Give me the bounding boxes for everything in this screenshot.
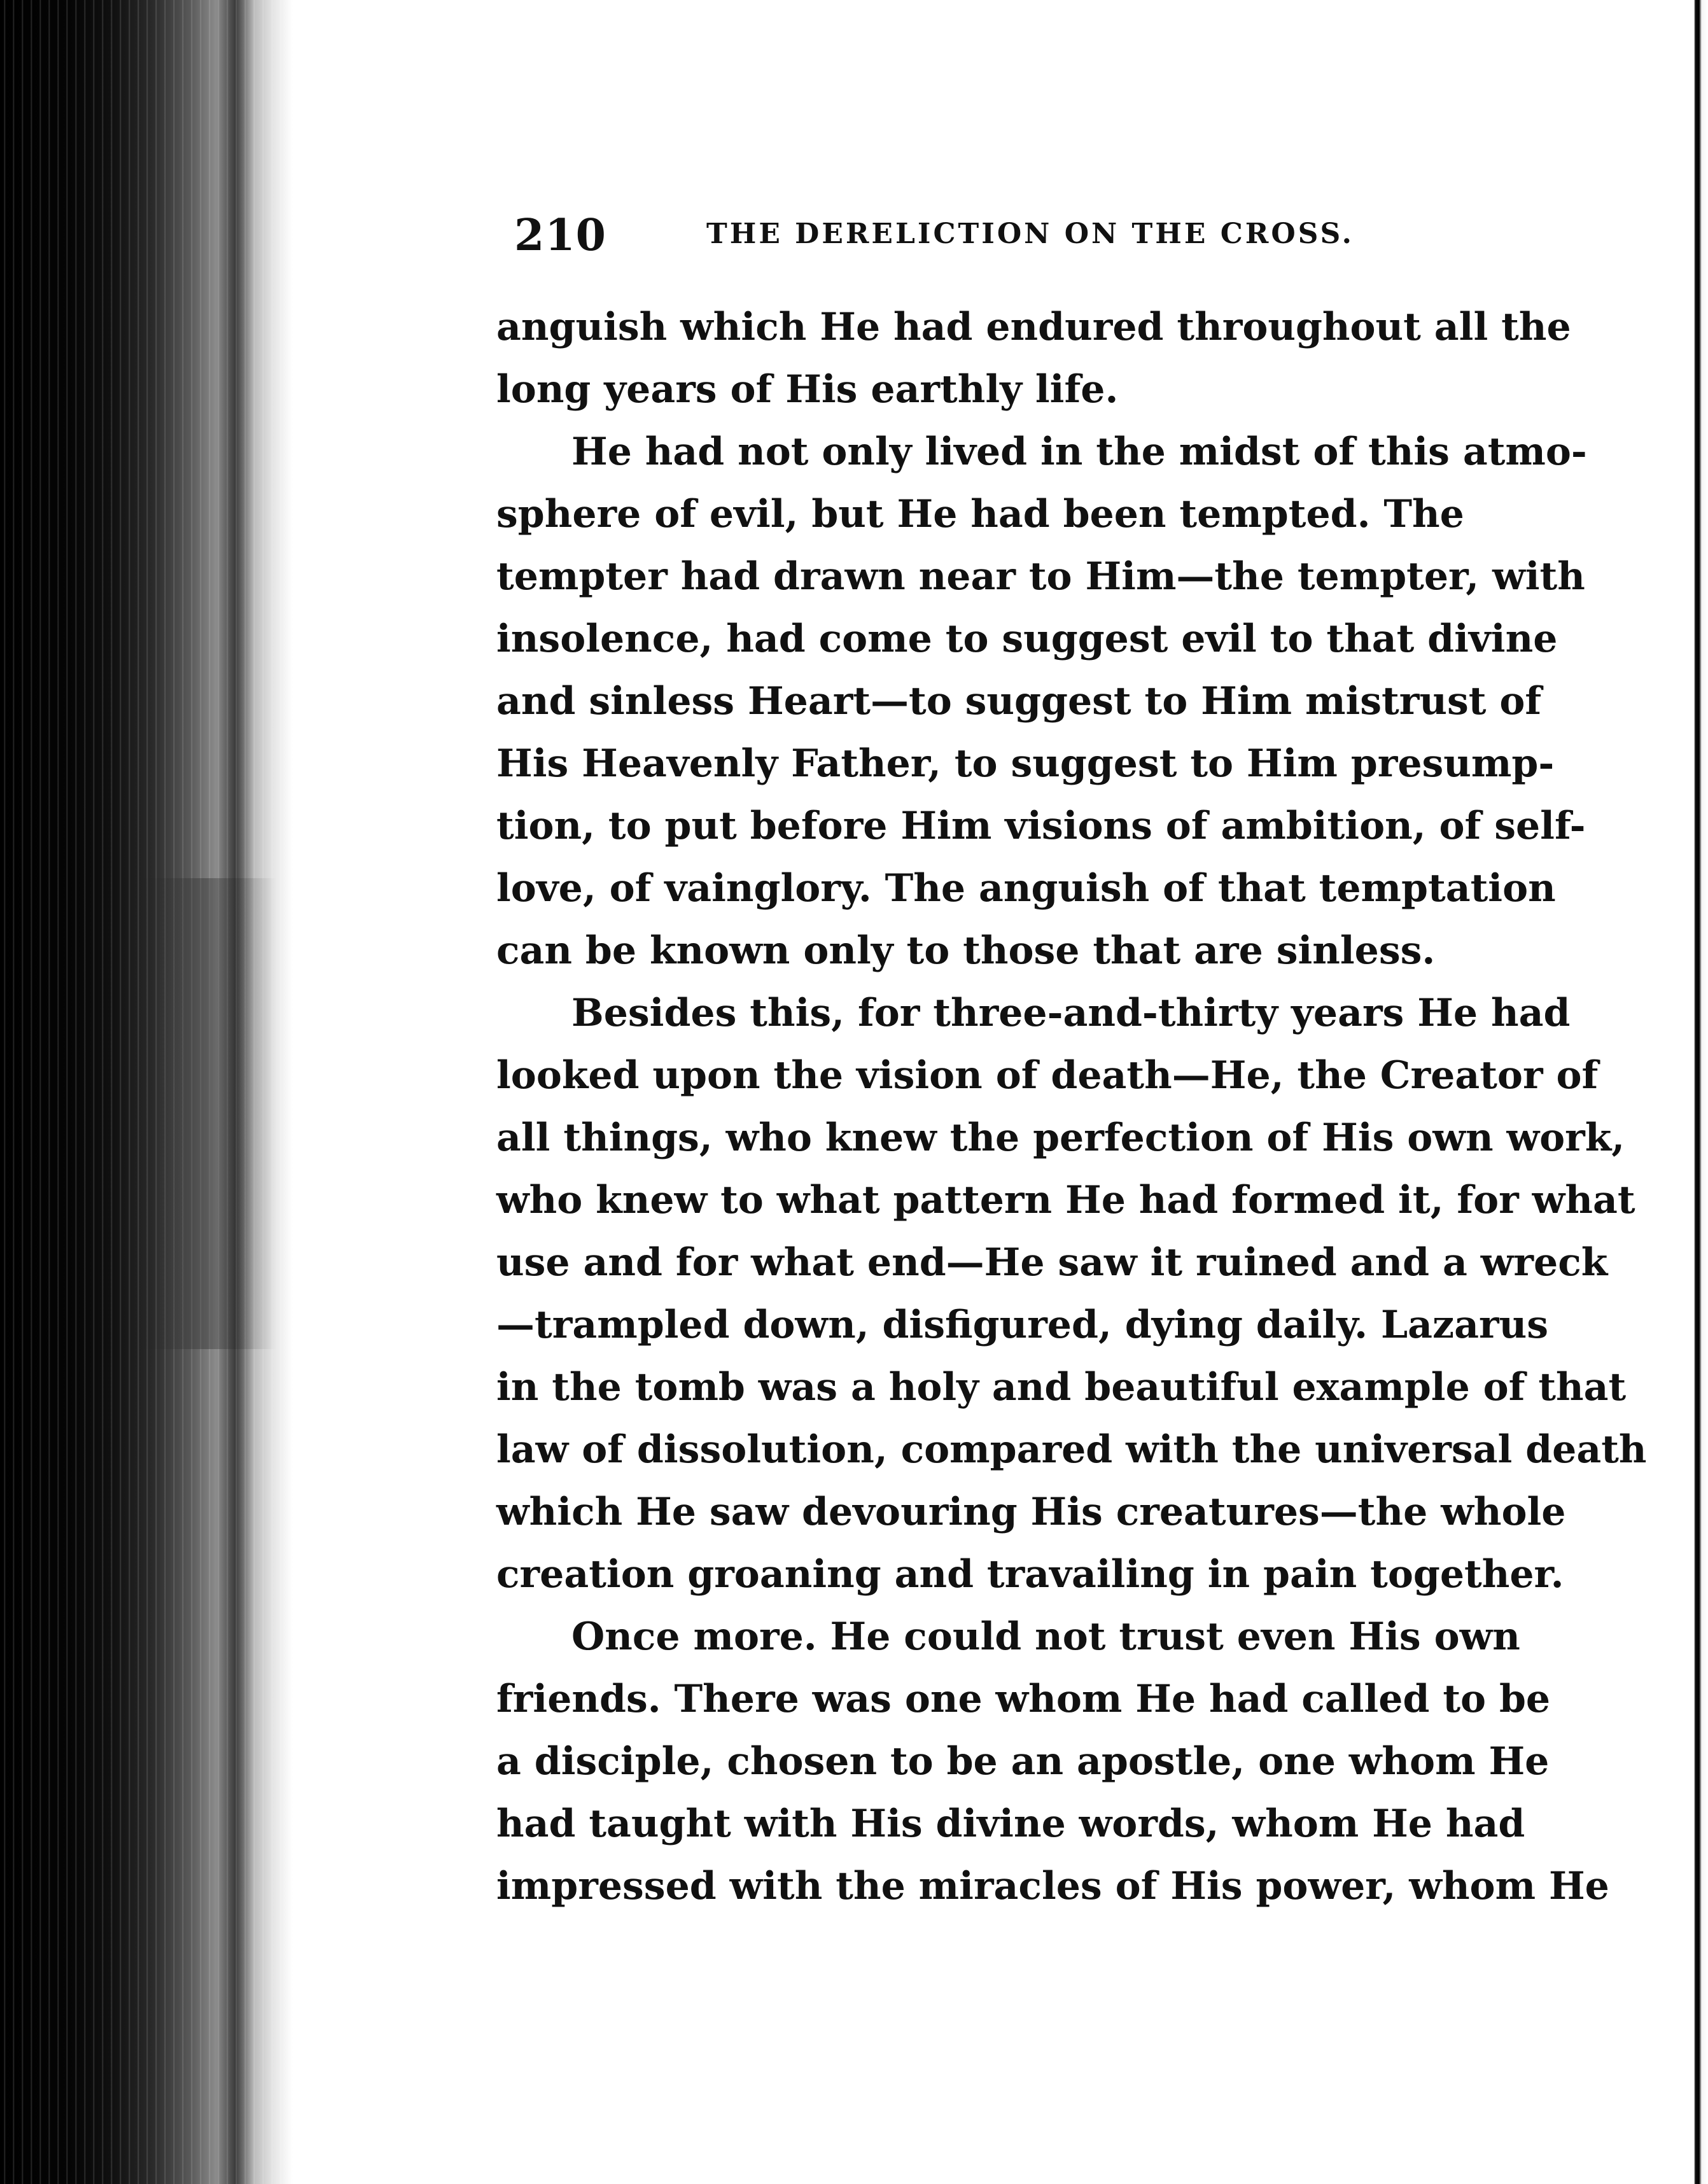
running-title: THE DERELICTION ON THE CROSS. bbox=[706, 218, 1354, 250]
text-line: tion, to put before Him visions of ambition, of self- bbox=[496, 804, 1586, 848]
text-line: sphere of evil, but He had been tempted. The bbox=[496, 492, 1464, 536]
gutter-shadow bbox=[137, 878, 277, 1349]
text-line: insolence, had come to suggest evil to that divine bbox=[496, 617, 1558, 661]
body-text bbox=[496, 296, 1647, 1917]
page-edge-shadow bbox=[1689, 0, 1708, 2184]
text-line: tempter had drawn near to Him—the tempter, with bbox=[496, 554, 1585, 599]
text-line: in the tomb was a holy and beautiful example of that bbox=[496, 1365, 1627, 1410]
text-line: who knew to what pattern He had formed it, for what bbox=[496, 1178, 1635, 1222]
text-line: love, of vainglory. The anguish of that temptation bbox=[496, 866, 1556, 911]
text-line: His Heavenly Father, to suggest to Him presump- bbox=[496, 741, 1555, 786]
text-line: and sinless Heart—to suggest to Him mistrust of bbox=[496, 679, 1542, 724]
text-line: Once more. He could not trust even His own bbox=[571, 1614, 1520, 1659]
text-line: use and for what end—He saw it ruined and a wreck bbox=[496, 1240, 1608, 1285]
text-line: all things, who knew the perfection of His own work, bbox=[496, 1116, 1625, 1160]
text-line: —trampled down, disfigured, dying daily. Lazarus bbox=[496, 1303, 1548, 1347]
text-line: can be known only to those that are sinless. bbox=[496, 928, 1436, 973]
page-number: 210 bbox=[514, 210, 606, 261]
text-line: friends. There was one whom He had called to be bbox=[496, 1677, 1551, 1721]
paragraph-2 bbox=[496, 421, 1587, 982]
text-line: looked upon the vision of death—He, the Creator of bbox=[496, 1053, 1599, 1098]
text-line: creation groaning and travailing in pain together. bbox=[496, 1552, 1564, 1597]
book-page bbox=[496, 185, 1647, 1917]
text-line: long years of His earthly life. bbox=[496, 367, 1119, 412]
paragraph-4 bbox=[496, 1606, 1609, 1917]
paragraph-1 bbox=[496, 296, 1571, 421]
running-head bbox=[496, 185, 1489, 261]
text-line: which He saw devouring His creatures—the whole bbox=[496, 1490, 1566, 1534]
paragraph-3 bbox=[496, 982, 1647, 1606]
text-line: had taught with His divine words, whom He had bbox=[496, 1802, 1525, 1846]
text-line: a disciple, chosen to be an apostle, one whom He bbox=[496, 1739, 1550, 1784]
text-line: law of dissolution, compared with the universal death bbox=[496, 1427, 1647, 1472]
text-line: Besides this, for three-and-thirty years He had bbox=[571, 991, 1571, 1035]
text-line: He had not only lived in the midst of this atmo- bbox=[571, 430, 1587, 474]
text-line: impressed with the miracles of His power, whom He bbox=[496, 1864, 1609, 1908]
text-line: anguish which He had endured throughout all the bbox=[496, 305, 1571, 349]
